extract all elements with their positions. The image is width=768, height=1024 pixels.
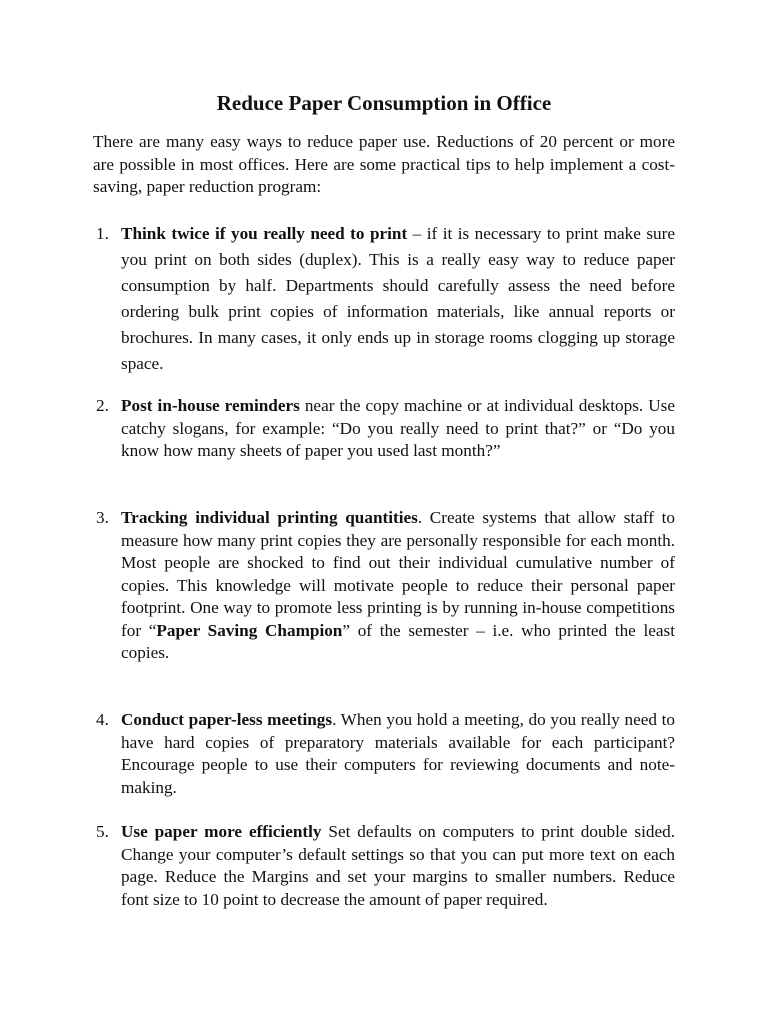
list-item-text: near the copy machine or at individual desktops. Use catchy slogans, for example: “Do you really need to print that?” or “Do you know how many sheets of paper you used last month?” <box>121 396 675 460</box>
list-item-heading: Post in-house reminders <box>121 396 300 415</box>
page-title: Reduce Paper Consumption in Office <box>216 91 552 115</box>
list-item-number: 5. <box>96 822 109 841</box>
list-item-number: 2. <box>96 396 109 415</box>
list-item <box>93 221 675 377</box>
list-item <box>93 709 675 799</box>
list-item-body <box>121 395 675 463</box>
list-item-heading: Tracking individual printing quantities <box>121 508 418 527</box>
list-item-number: 1. <box>96 224 109 243</box>
list-item-text: . When you hold a meeting, do you really need to have hard copies of preparatory materials available for each participant? Encourage people to use their computers for reviewing documents and note-making. <box>121 710 675 797</box>
list-item-text: Set defaults on computers to print double sided. Change your computer’s default settings so that you can put more text on each page. Reduce the Margins and set your margins to smaller numbers. Reduce font size to 10 point to decrease the amount of paper required. <box>121 822 676 909</box>
list-item-heading: Use paper more efficiently <box>121 822 322 841</box>
list-item-text: . Create systems that allow staff to measure how many print copies they are personally responsible for each month. Most people are shocked to find out their individual cumulative number of copies. This knowledge will motivate people to reduce their personal paper footprint. One way to promote less printing is by running in-house competitions for “ <box>121 508 675 640</box>
list-item <box>93 821 675 911</box>
list-item-body <box>121 821 675 911</box>
list-item-number: 3. <box>96 508 109 527</box>
list-item-body <box>121 221 675 377</box>
list-item-heading: Think twice if you really need to print <box>121 224 408 243</box>
list-item-body <box>121 709 675 799</box>
list-item-body <box>121 507 675 665</box>
list-item-highlight: Paper Saving Champion <box>156 620 343 640</box>
list-item <box>93 507 675 665</box>
intro-paragraph: There are many easy ways to reduce paper use. Reductions of 20 percent or more are possible in most offices. Here are some practical tips to help implement a cost-saving, paper reduction program: <box>93 132 675 196</box>
list-item-number: 4. <box>96 710 109 729</box>
list-item-text-after: ” of the semester – i.e. who printed the least copies. <box>121 620 675 662</box>
list-item-text: – if it is necessary to print make sure you print on both sides (duplex). This is a really easy way to reduce paper consumption by half. Departments should carefully assess the need before ordering bulk print copies of information materials, like annual reports or brochures. In many cases, it only ends up in storage rooms clogging up storage space. <box>121 224 675 373</box>
list-item-heading: Conduct paper-less meetings <box>121 710 333 729</box>
list-item <box>93 395 675 463</box>
